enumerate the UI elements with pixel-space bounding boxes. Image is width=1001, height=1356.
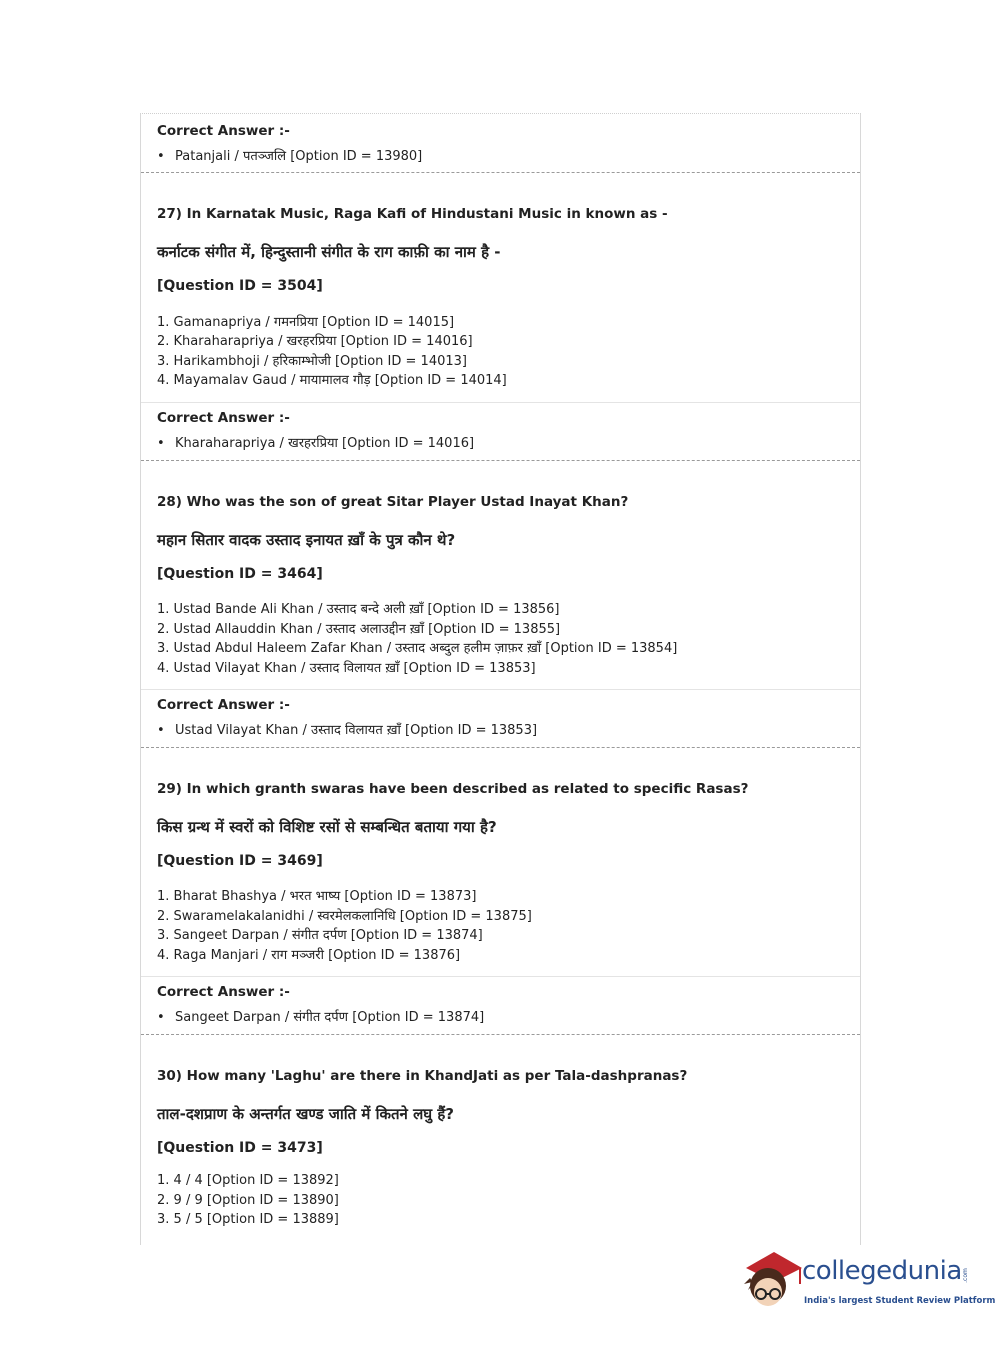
option-item: 1. 4 / 4 [Option ID = 13892] xyxy=(157,1173,339,1188)
option-item: 3. Sangeet Darpan / संगीत दर्पण [Option ID = 13874] xyxy=(157,928,483,943)
question-id: [Question ID = 3473] xyxy=(157,1140,323,1156)
question-hindi: कर्नाटक संगीत में, हिन्दुस्तानी संगीत के राग काफ़ी का नाम है - xyxy=(157,243,501,261)
question-block-30 xyxy=(141,1035,860,1246)
option-item: 3. Harikambhoji / हरिकाम्भोजी [Option ID = 14013] xyxy=(157,354,467,369)
option-item: 3. Ustad Abdul Haleem Zafar Khan / उस्ताद अब्दुल हलीम ज़ाफ़र ख़ाँ [Option ID = 13854] xyxy=(157,641,678,656)
correct-answer-label: Correct Answer :- xyxy=(157,984,290,1000)
mascot-icon xyxy=(742,1248,804,1316)
question-title: 28) Who was the son of great Sitar Player Ustad Inayat Khan? xyxy=(157,494,629,510)
question-hindi: ताल-दशप्राण के अन्तर्गत खण्ड जाति में कितने लघु हैं? xyxy=(157,1105,455,1123)
brand-name: collegedunia xyxy=(802,1256,962,1286)
option-item: 4. Mayamalav Gaud / मायामालव गौड़ [Option ID = 14014] xyxy=(157,373,507,388)
correct-answer-label: Correct Answer :- xyxy=(157,123,290,139)
question-title: 27) In Karnatak Music, Raga Kafi of Hindustani Music in known as - xyxy=(157,206,668,222)
option-item: 4. Ustad Vilayat Khan / उस्ताद विलायत ख़ाँ [Option ID = 13853] xyxy=(157,661,536,676)
option-item: 2. Kharaharapriya / खरहरप्रिया [Option ID = 14016] xyxy=(157,334,473,349)
correct-answer-option: • Patanjali / पतञ्जलि [Option ID = 13980] xyxy=(157,146,422,164)
question-id: [Question ID = 3504] xyxy=(157,278,323,294)
option-item: 4. Raga Manjari / राग मञ्जरी [Option ID = 13876] xyxy=(157,948,461,963)
option-item: 1. Gamanapriya / गमनप्रिया [Option ID = 14015] xyxy=(157,315,455,330)
answer-block-28 xyxy=(141,690,860,748)
question-block-29 xyxy=(141,748,860,977)
question-hindi: किस ग्रन्थ में स्वरों को विशिष्ट रसों से सम्बन्धित बताया गया है? xyxy=(157,818,497,836)
correct-answer-option: • Kharaharapriya / खरहरप्रिया [Option ID = 14016] xyxy=(157,433,474,451)
question-block-27 xyxy=(141,173,860,403)
answer-block-27 xyxy=(141,403,860,461)
option-item: 3. 5 / 5 [Option ID = 13889] xyxy=(157,1212,339,1227)
answer-block-29 xyxy=(141,977,860,1035)
answer-block-26 xyxy=(141,114,860,173)
option-item: 1. Bharat Bhashya / भरत भाष्य [Option ID = 13873] xyxy=(157,889,477,904)
question-id: [Question ID = 3469] xyxy=(157,853,323,869)
option-item: 2. Swaramelakalanidhi / स्वरमेलकलानिधि [Option ID = 13875] xyxy=(157,909,532,924)
question-title: 29) In which granth swaras have been described as related to specific Rasas? xyxy=(157,781,749,797)
question-title: 30) How many 'Laghu' are there in KhandJati as per Tala-dashpranas? xyxy=(157,1068,688,1084)
question-hindi: महान सितार वादक उस्ताद इनायत ख़ाँ के पुत्र कौन थे? xyxy=(157,531,456,549)
brand-domain: .com xyxy=(961,1268,969,1283)
document-sheet xyxy=(140,113,861,1245)
collegedunia-logo xyxy=(742,1248,996,1318)
option-item: 1. Ustad Bande Ali Khan / उस्ताद बन्दे अली ख़ाँ [Option ID = 13856] xyxy=(157,602,560,617)
question-id: [Question ID = 3464] xyxy=(157,566,323,582)
correct-answer-option: • Ustad Vilayat Khan / उस्ताद विलायत ख़ाँ [Option ID = 13853] xyxy=(157,720,537,738)
question-block-28 xyxy=(141,461,860,690)
correct-answer-label: Correct Answer :- xyxy=(157,410,290,426)
option-item: 2. 9 / 9 [Option ID = 13890] xyxy=(157,1193,339,1208)
brand-tagline: India's largest Student Review Platform xyxy=(804,1296,996,1306)
correct-answer-label: Correct Answer :- xyxy=(157,697,290,713)
correct-answer-option: • Sangeet Darpan / संगीत दर्पण [Option ID = 13874] xyxy=(157,1007,484,1025)
option-item: 2. Ustad Allauddin Khan / उस्ताद अलाउद्दीन ख़ाँ [Option ID = 13855] xyxy=(157,622,561,637)
